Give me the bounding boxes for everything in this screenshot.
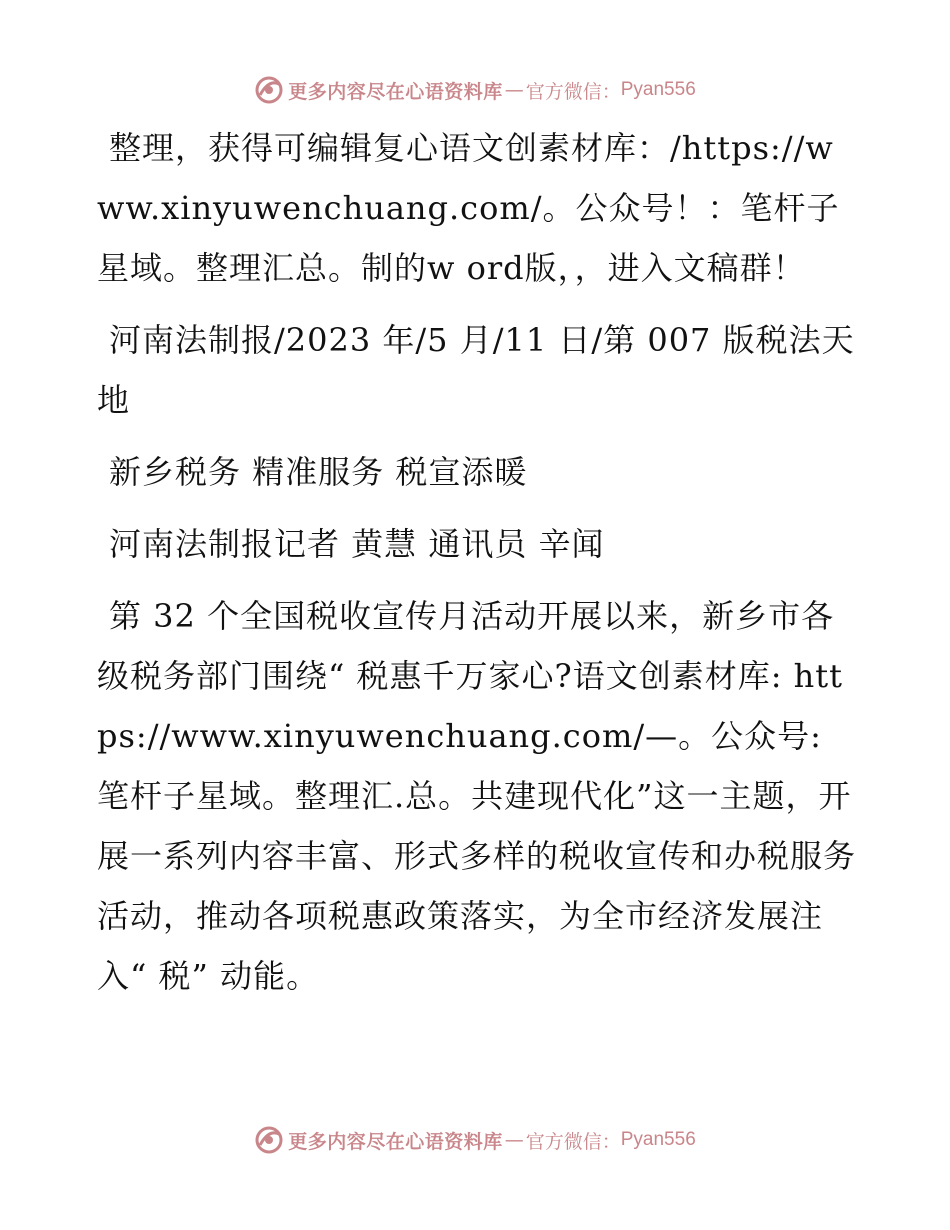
header-watermark: [0, 70, 950, 110]
watermark-wechat-id: Pyan556: [620, 79, 696, 100]
brand-logo-icon: [254, 75, 284, 105]
watermark-text: 更多内容尽在心语资料库: [288, 80, 503, 103]
watermark-wechat-label: 官方微信：: [525, 80, 621, 103]
document-body: [97, 118, 857, 1006]
source-line: 河南法制报/2023 年/5 月/11 日/第 007 版税法天地: [97, 321, 855, 419]
watermark-text: 更多内容尽在心语资料库: [288, 1130, 503, 1153]
intro-paragraph: 整理，获得可编辑复心语文创素材库：/https://www.xinyuwenchuang.com/。公众号！：笔杆子星域。整理汇总。制的w ord版，，进入文稿群！: [97, 129, 840, 287]
watermark-wechat-label: 官方微信：: [525, 1130, 621, 1153]
article-title: 新乡税务 精准服务 税宣添暖: [109, 453, 528, 491]
watermark-separator: —: [504, 79, 524, 101]
byline: 河南法制报记者 黄慧 通讯员 辛闻: [109, 525, 605, 563]
watermark-wechat-id: Pyan556: [620, 1129, 696, 1150]
body-paragraph: 第 32 个全国税收宣传月活动开展以来，新乡市各级税务部门围绕“ 税惠千万家心?语文创素材库: https://www.xinyuwenchuang.com/—。公众号: 笔杆子星域。整理汇.总。共建现代化”这一主题，开展一系列内容丰富、形式多样的税收宣传和办税服务活动，推动各项税惠政策落实，为全市经济发展注入“ 税” 动能。: [97, 597, 857, 995]
footer-watermark: [0, 1120, 950, 1160]
watermark-separator: —: [504, 1129, 524, 1151]
brand-logo-icon: [254, 1125, 284, 1155]
